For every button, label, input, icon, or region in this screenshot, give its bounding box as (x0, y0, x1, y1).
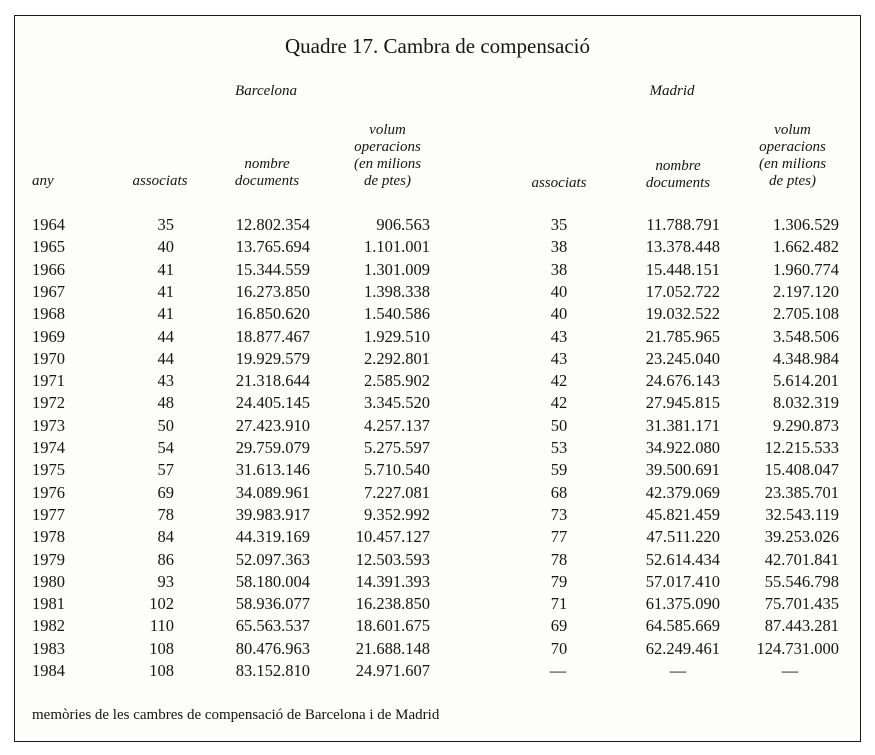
cell-documents-madrid: 24.676.143 (645, 371, 720, 391)
table-row (0, 415, 875, 437)
cell-any: 1983 (32, 638, 65, 658)
cell-documents-barcelona: 58.180.004 (235, 571, 310, 591)
cell-documents-barcelona: 27.423.910 (235, 415, 310, 435)
header-line: de ptes) (768, 173, 817, 189)
cell-associats-barcelona: 44 (157, 348, 174, 368)
cell-documents-barcelona: 18.877.467 (235, 326, 310, 346)
column-header-volum-madrid (735, 122, 850, 190)
cell-any: 1972 (32, 393, 65, 413)
header-line: documents (234, 173, 300, 189)
table-row (0, 549, 875, 571)
cell-associats-barcelona: 102 (149, 594, 174, 614)
cell-any: 1977 (32, 504, 65, 524)
cell-any: 1976 (32, 482, 65, 502)
cell-volum-madrid: 42.701.841 (764, 549, 839, 569)
cell-documents-barcelona: 58.936.077 (235, 594, 310, 614)
cell-documents-madrid: 19.032.522 (645, 304, 720, 324)
cell-documents-madrid: 31.381.171 (645, 415, 720, 435)
cell-associats-barcelona: 93 (157, 571, 174, 591)
cell-documents-barcelona: 52.097.363 (235, 549, 310, 569)
cell-documents-madrid: 34.922.080 (645, 438, 720, 457)
cell-associats-madrid: 79 (550, 571, 568, 591)
table-row (0, 281, 875, 303)
cell-volum-madrid: 75.701.435 (764, 594, 839, 614)
cell-documents-madrid: 23.245.040 (645, 348, 720, 368)
cell-associats-barcelona: 40 (157, 237, 174, 257)
table-row (0, 615, 875, 637)
cell-volum-barcelona: 1.540.586 (364, 304, 430, 324)
cell-associats-barcelona: 41 (157, 259, 174, 279)
cell-associats-barcelona: 108 (149, 661, 174, 680)
cell-associats-madrid: 43 (550, 326, 568, 346)
cell-documents-barcelona: 13.765.694 (235, 237, 310, 257)
header-line: nombre (244, 156, 290, 172)
page-title: Quadre 17. Cambra de compensació (285, 34, 590, 58)
cell-associats-barcelona: 69 (157, 482, 174, 502)
cell-associats-barcelona: 35 (157, 215, 174, 234)
cell-associats-madrid: 71 (550, 594, 568, 614)
cell-associats-barcelona: 78 (157, 504, 174, 524)
cell-associats-barcelona: 41 (157, 281, 174, 301)
header-line: (en milions (353, 156, 422, 172)
cell-volum-barcelona: 14.391.393 (355, 571, 430, 591)
cell-associats-madrid: 53 (550, 438, 568, 457)
cell-volum-madrid: 4.348.984 (773, 348, 839, 368)
cell-documents-barcelona: 83.152.810 (235, 661, 310, 680)
cell-volum-madrid: 124.731.000 (756, 638, 839, 658)
table-row (0, 593, 875, 615)
cell-any: 1974 (32, 438, 65, 457)
cell-documents-madrid: 57.017.410 (645, 571, 720, 591)
header-line: volum (774, 122, 811, 138)
cell-volum-madrid: 1.662.482 (773, 237, 839, 257)
cell-associats-madrid: 40 (550, 304, 568, 324)
cell-volum-madrid: 8.032.319 (773, 393, 839, 413)
table-row (0, 482, 875, 504)
cell-associats-barcelona: 54 (157, 438, 174, 457)
table-row (0, 236, 875, 258)
cell-documents-madrid: 52.614.434 (645, 549, 720, 569)
cell-volum-madrid: 1.960.774 (773, 259, 839, 279)
header-line: operacions (354, 139, 421, 155)
cell-associats-madrid: — (549, 661, 567, 680)
cell-associats-madrid: 78 (550, 549, 568, 569)
cell-volum-madrid: 39.253.026 (764, 527, 839, 547)
cell-volum-madrid: 87.443.281 (764, 616, 839, 636)
cell-documents-barcelona: 21.318.644 (235, 371, 310, 391)
cell-volum-barcelona: 5.710.540 (364, 460, 430, 480)
cell-volum-barcelona: 5.275.597 (364, 438, 430, 457)
cell-any: 1982 (32, 616, 65, 636)
cell-documents-madrid: 11.788.791 (646, 215, 720, 234)
cell-any: 1964 (32, 215, 65, 234)
source-note: memòries de les cambres de compensació de Barcelona i de Madrid (32, 707, 440, 723)
cell-associats-barcelona: 50 (157, 415, 174, 435)
cell-documents-madrid: 61.375.090 (645, 594, 720, 614)
cell-volum-barcelona: 3.345.520 (364, 393, 430, 413)
cell-documents-madrid: 47.511.220 (646, 527, 720, 547)
cell-volum-madrid: — (781, 661, 799, 680)
cell-volum-barcelona: 7.227.081 (364, 482, 430, 502)
cell-volum-madrid: 23.385.701 (764, 482, 839, 502)
cell-associats-madrid: 38 (550, 259, 568, 279)
cell-any: 1966 (32, 259, 65, 279)
cell-volum-barcelona: 1.101.001 (364, 237, 430, 257)
cell-associats-barcelona: 84 (157, 527, 174, 547)
cell-associats-madrid: 40 (550, 281, 568, 301)
table-row (0, 303, 875, 325)
cell-documents-barcelona: 24.405.145 (235, 393, 310, 413)
cell-documents-barcelona: 80.476.963 (235, 638, 310, 658)
cell-volum-barcelona: 1.301.009 (364, 259, 430, 279)
cell-associats-madrid: 69 (550, 616, 568, 636)
cell-associats-barcelona: 48 (157, 393, 174, 413)
table-row (0, 370, 875, 392)
header-line: de ptes) (363, 173, 412, 189)
cell-documents-madrid: 42.379.069 (645, 482, 720, 502)
header-line: documents (645, 175, 711, 191)
cell-associats-madrid: 59 (550, 460, 568, 480)
column-header-associats-barcelona: associats (132, 173, 188, 189)
cell-associats-madrid: 38 (550, 237, 568, 257)
cell-associats-madrid: 42 (550, 393, 568, 413)
cell-documents-barcelona: 29.759.079 (235, 438, 310, 457)
cell-volum-barcelona: 10.457.127 (355, 527, 430, 547)
cell-any: 1984 (32, 661, 65, 680)
cell-volum-madrid: 55.546.798 (764, 571, 839, 591)
cell-associats-madrid: 43 (550, 348, 568, 368)
cell-documents-barcelona: 39.983.917 (235, 504, 310, 524)
cell-volum-barcelona: 2.585.902 (364, 371, 430, 391)
table-row (0, 392, 875, 414)
cell-any: 1978 (32, 527, 65, 547)
cell-documents-madrid: 27.945.815 (645, 393, 720, 413)
cell-volum-barcelona: 1.929.510 (364, 326, 430, 346)
cell-associats-madrid: 68 (550, 482, 568, 502)
cell-any: 1975 (32, 460, 65, 480)
cell-volum-barcelona: 1.398.338 (364, 281, 430, 301)
cell-volum-madrid: 9.290.873 (773, 415, 839, 435)
cell-associats-barcelona: 57 (157, 460, 174, 480)
table-row (0, 459, 875, 481)
cell-any: 1965 (32, 237, 65, 257)
table-row (0, 259, 875, 281)
table-row (0, 326, 875, 348)
cell-documents-madrid: 62.249.461 (645, 638, 720, 658)
cell-volum-madrid: 2.197.120 (773, 281, 839, 301)
cell-any: 1967 (32, 281, 65, 301)
cell-any: 1968 (32, 304, 65, 324)
cell-associats-madrid: 73 (550, 504, 568, 524)
cell-volum-barcelona: 24.971.607 (355, 661, 430, 680)
column-header-associats-madrid: associats (531, 175, 587, 191)
cell-volum-madrid: 12.215.533 (764, 438, 839, 457)
cell-volum-barcelona: 906.563 (376, 215, 430, 234)
cell-associats-barcelona: 44 (157, 326, 174, 346)
column-header-any: any (32, 173, 54, 189)
column-header-documents-madrid (623, 158, 733, 192)
cell-associats-barcelona: 43 (157, 371, 174, 391)
column-header-volum-barcelona (330, 122, 445, 190)
cell-documents-madrid: 15.448.151 (645, 259, 720, 279)
cell-documents-madrid: 45.821.459 (645, 504, 720, 524)
group-header-barcelona: Barcelona (235, 83, 297, 99)
cell-documents-barcelona: 16.273.850 (235, 281, 310, 301)
header-line: (en milions (758, 156, 827, 172)
cell-volum-barcelona: 9.352.992 (364, 504, 430, 524)
cell-documents-barcelona: 19.929.579 (235, 348, 310, 368)
cell-any: 1970 (32, 348, 65, 368)
cell-associats-madrid: 77 (550, 527, 568, 547)
cell-volum-barcelona: 4.257.137 (364, 415, 430, 435)
cell-documents-barcelona: 16.850.620 (235, 304, 310, 324)
cell-volum-barcelona: 18.601.675 (355, 616, 430, 636)
table-row (0, 348, 875, 370)
cell-volum-madrid: 3.548.506 (773, 326, 839, 346)
cell-volum-barcelona: 21.688.148 (355, 638, 430, 658)
cell-documents-madrid: 39.500.691 (645, 460, 720, 480)
cell-any: 1980 (32, 571, 65, 591)
table-row (0, 526, 875, 548)
cell-documents-barcelona: 65.563.537 (235, 616, 310, 636)
cell-documents-madrid: 13.378.448 (645, 237, 720, 257)
table-row (0, 638, 875, 660)
cell-documents-barcelona: 44.319.169 (235, 527, 310, 547)
cell-any: 1973 (32, 415, 65, 435)
table-row (0, 660, 875, 682)
cell-volum-madrid: 32.543.119 (765, 504, 839, 524)
column-header-documents-barcelona (212, 156, 322, 190)
cell-associats-barcelona: 108 (149, 638, 174, 658)
table-row (0, 571, 875, 593)
cell-associats-madrid: 42 (550, 371, 568, 391)
cell-volum-barcelona: 12.503.593 (355, 549, 430, 569)
table-row (0, 504, 875, 526)
cell-associats-madrid: 70 (550, 638, 568, 658)
cell-any: 1971 (32, 371, 65, 391)
cell-volum-madrid: 5.614.201 (773, 371, 839, 391)
cell-associats-madrid: 50 (550, 415, 568, 435)
cell-any: 1981 (32, 594, 65, 614)
table-row (0, 214, 875, 236)
cell-any: 1979 (32, 549, 65, 569)
cell-associats-madrid: 35 (550, 215, 568, 234)
cell-documents-barcelona: 31.613.146 (235, 460, 310, 480)
cell-associats-barcelona: 41 (157, 304, 174, 324)
cell-volum-barcelona: 16.238.850 (355, 594, 430, 614)
cell-volum-madrid: 2.705.108 (773, 304, 839, 324)
cell-documents-barcelona: 34.089.961 (235, 482, 310, 502)
header-line: nombre (655, 158, 701, 174)
cell-volum-madrid: 15.408.047 (764, 460, 839, 480)
header-line: operacions (759, 139, 826, 155)
header-line: volum (369, 122, 406, 138)
cell-volum-barcelona: 2.292.801 (364, 348, 430, 368)
cell-associats-barcelona: 110 (149, 616, 174, 636)
cell-documents-madrid: 21.785.965 (645, 326, 720, 346)
cell-volum-madrid: 1.306.529 (773, 215, 839, 234)
cell-documents-madrid: 64.585.669 (645, 616, 720, 636)
group-header-madrid: Madrid (649, 83, 695, 99)
table-row (0, 437, 875, 459)
cell-documents-madrid: — (669, 661, 687, 680)
cell-documents-madrid: 17.052.722 (645, 281, 720, 301)
cell-associats-barcelona: 86 (157, 549, 174, 569)
cell-documents-barcelona: 12.802.354 (235, 215, 310, 234)
cell-documents-barcelona: 15.344.559 (235, 259, 310, 279)
cell-any: 1969 (32, 326, 65, 346)
